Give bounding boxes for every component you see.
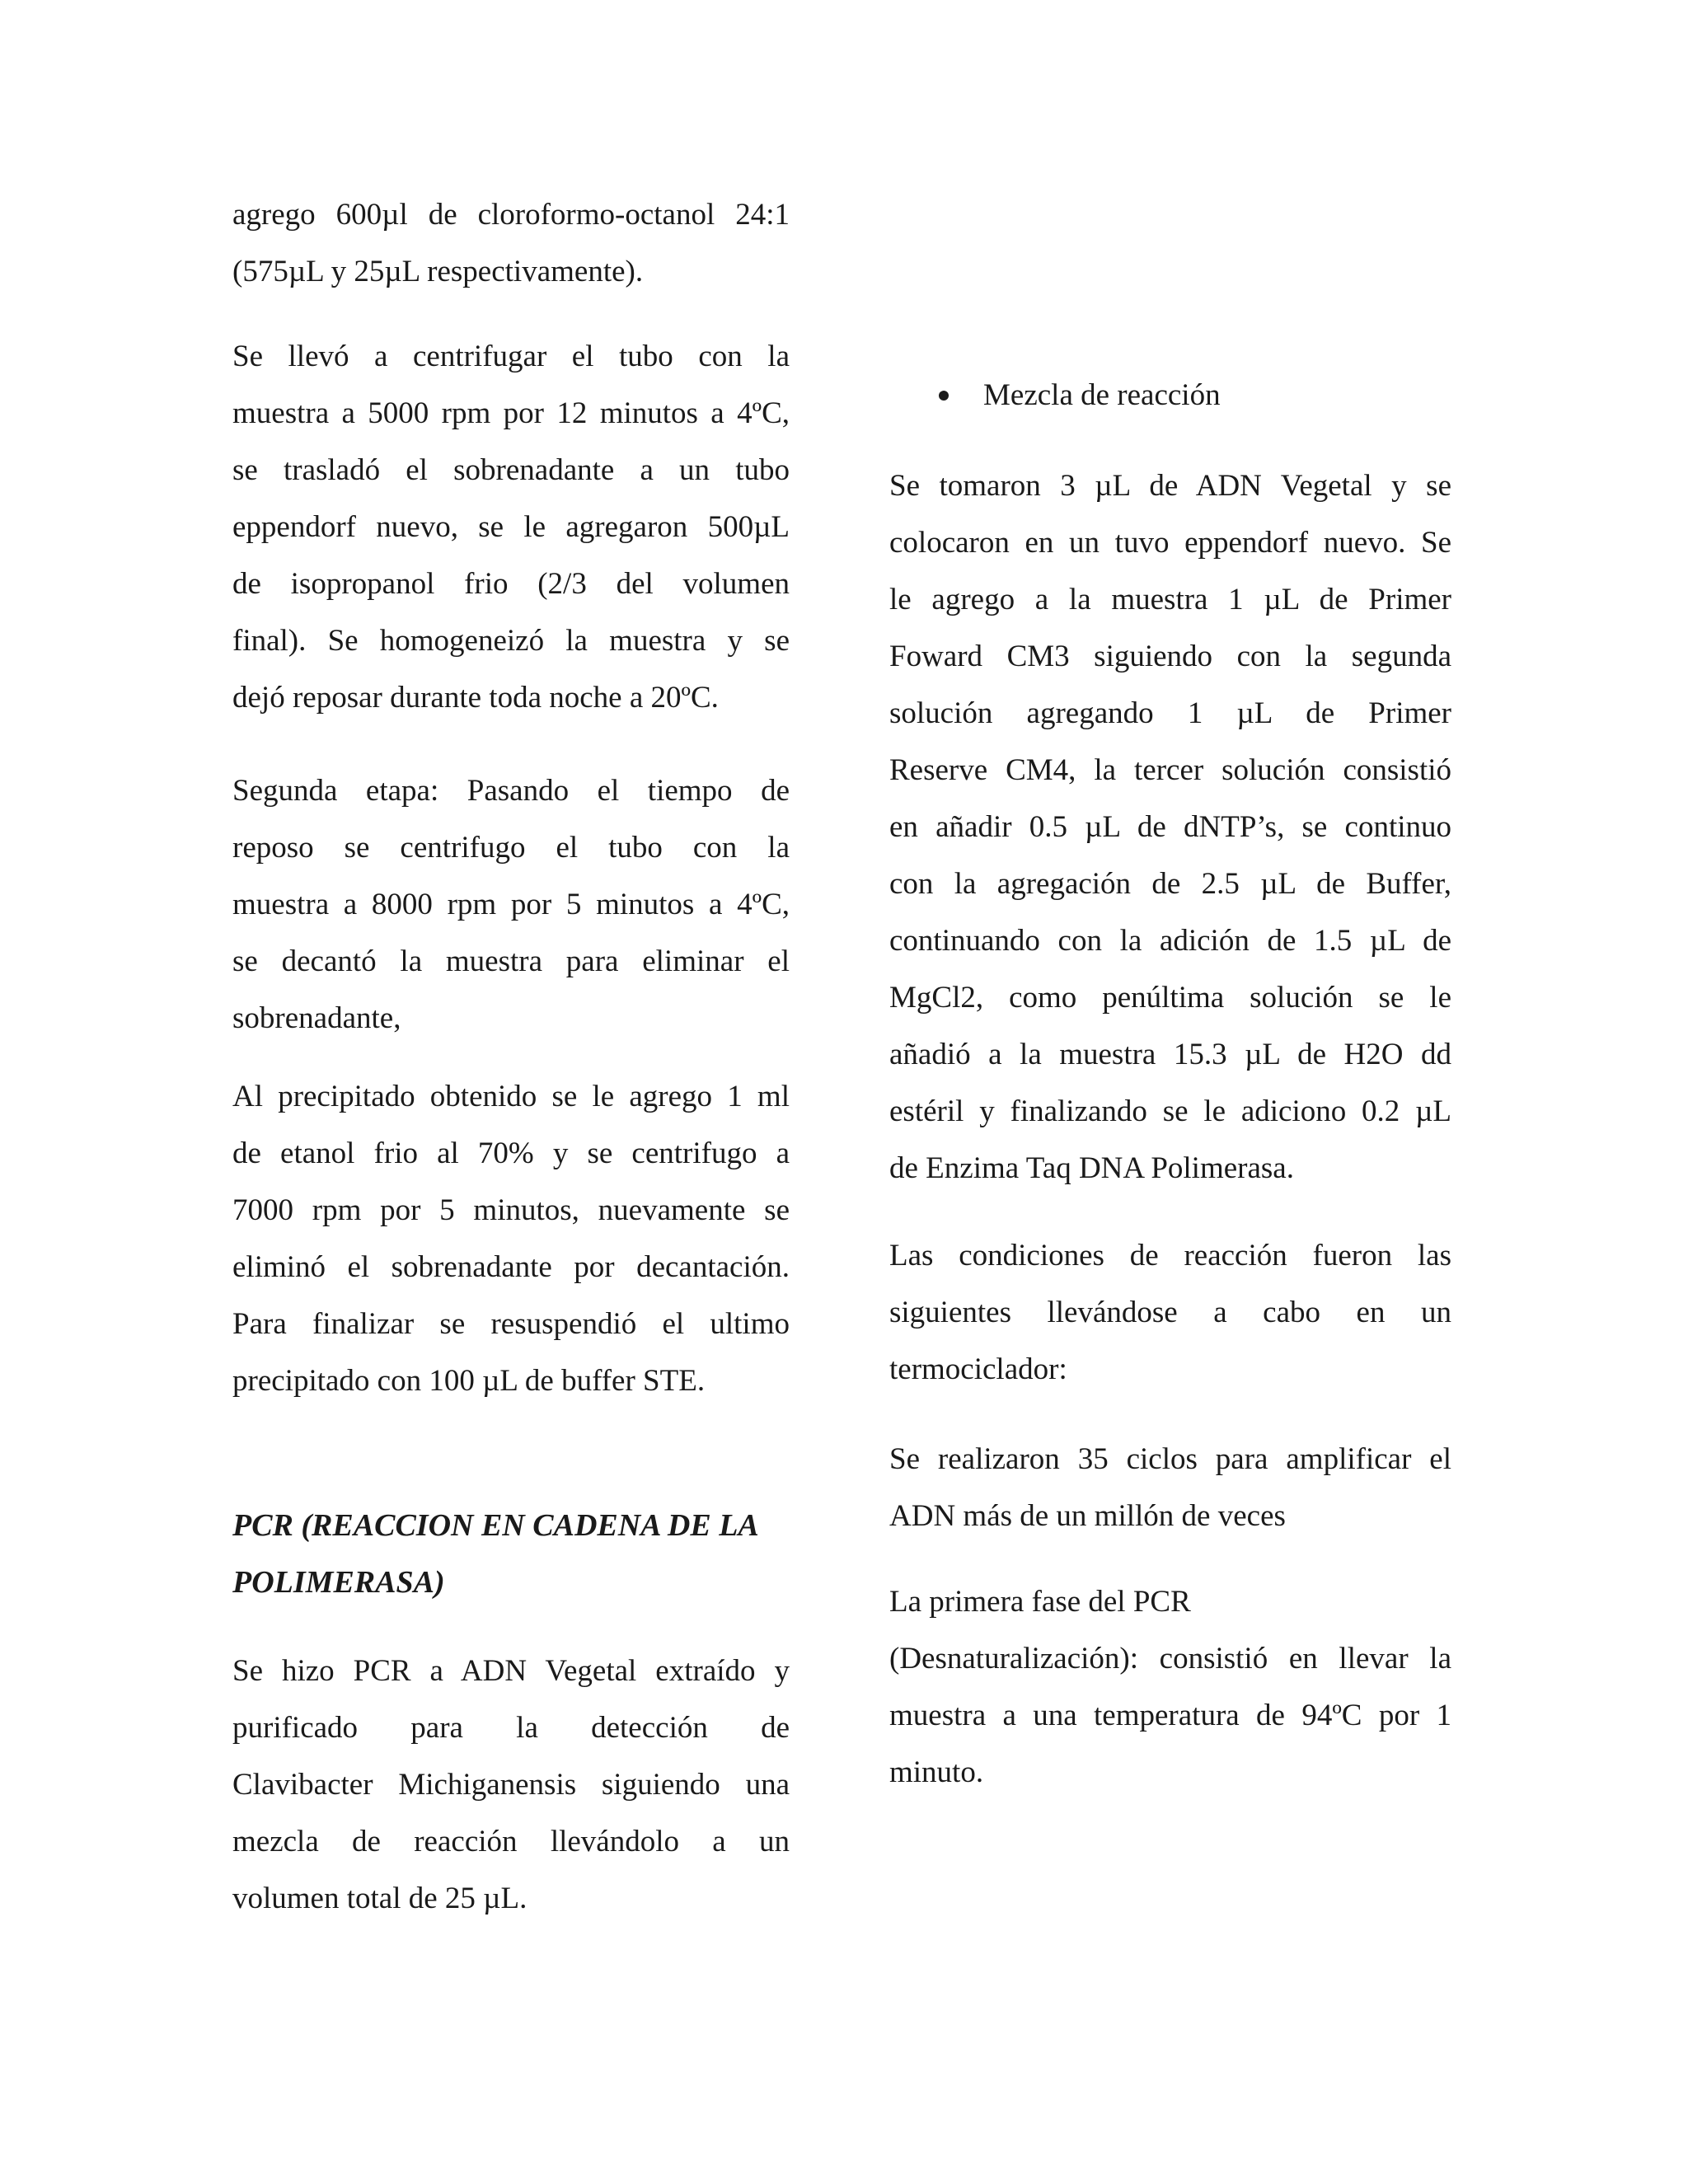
heading-line: POLIMERASA) [232,1565,445,1600]
text-line: 7000 rpm por 5 minutos, nuevamente se [232,1193,790,1227]
text-line: se trasladó el sobrenadante a un tubo [232,453,790,487]
paragraph-centrifuge-1 [232,328,790,726]
text-line: La primera fase del PCR [889,1585,1191,1619]
text-line: termociclador: [889,1352,1067,1386]
paragraph-chloroform [232,186,790,300]
text-line: con la agregación de 2.5 µL de Buffer, [889,867,1451,901]
text-line: Foward CM3 siguiendo con la segunda [889,640,1451,673]
paragraph-reaction-conditions [889,1227,1451,1398]
text-line: MgCl2, como penúltima solución se le [889,981,1451,1015]
text-line: solución agregando 1 µL de Primer [889,696,1451,730]
text-line: colocaron en un tuvo eppendorf nuevo. Se [889,526,1451,560]
text-line: se decantó la muestra para eliminar el [232,944,790,978]
text-line: de Enzima Taq DNA Polimerasa. [889,1151,1294,1185]
text-line: Las condiciones de reacción fueron las [889,1239,1451,1272]
text-line: Segunda etapa: Pasando el tiempo de [232,774,790,808]
text-line: siguientes llevándose a cabo en un [889,1296,1451,1329]
paragraph-second-stage [232,762,790,1047]
text-line: muestra a una temperatura de 94ºC por 1 [889,1699,1451,1732]
text-line: agrego 600µl de cloroformo-octanol 24:1 [232,198,790,232]
text-line: purificado para la detección de [232,1711,790,1745]
text-line: le agrego a la muestra 1 µL de Primer [889,583,1451,616]
text-line: Se tomaron 3 µL de ADN Vegetal y se [889,469,1451,503]
paragraph-pcr-intro [232,1643,790,1927]
heading-line: PCR (REACCION EN CADENA DE LA [232,1508,759,1543]
paragraph-precipitate [232,1068,790,1409]
text-line: mezcla de reacción llevándolo a un [232,1825,790,1858]
text-line: añadió a la muestra 15.3 µL de H2O dd [889,1038,1451,1071]
text-line: ADN más de un millón de veces [889,1499,1286,1533]
text-line: Reserve CM4, la tercer solución consistió [889,753,1451,787]
text-line: en añadir 0.5 µL de dNTP’s, se continuo [889,810,1451,844]
text-line: de isopropanol frio (2/3 del volumen [232,567,790,601]
text-line: muestra a 8000 rpm por 5 minutos a 4ºC, [232,888,790,921]
text-line: (575µL y 25µL respectivamente). [232,255,644,288]
text-line: precipitado con 100 µL de buffer STE. [232,1364,706,1398]
text-line: sobrenadante, [232,1001,401,1035]
text-line: Para finalizar se resuspendió el ultimo [232,1307,790,1341]
text-line: (Desnaturalización): consistió en llevar la [889,1642,1451,1675]
text-line: final). Se homogeneizó la muestra y se [232,624,790,658]
text-line: Se hizo PCR a ADN Vegetal extraído y [232,1654,790,1688]
text-line: Se realizaron 35 ciclos para amplificar el [889,1442,1451,1476]
text-line: continuando con la adición de 1.5 µL de [889,924,1451,958]
paragraph-denaturation [889,1573,1451,1801]
text-line: eliminó el sobrenadante por decantación. [232,1250,790,1284]
bullet-item [939,367,1221,424]
text-line: Al precipitado obtenido se le agrego 1 ml [232,1080,790,1113]
text-line: volumen total de 25 µL. [232,1882,528,1915]
text-line: estéril y finalizando se le adiciono 0.2 µL [889,1094,1451,1128]
paragraph-cycles [889,1431,1451,1544]
text-line: reposo se centrifugo el tubo con la [232,831,790,865]
text-line: de etanol frio al 70% y se centrifugo a [232,1137,790,1170]
paragraph-reaction-mix [889,457,1451,1197]
text-line: Clavibacter Michiganensis siguiendo una [232,1768,790,1802]
bullet-label: Mezcla de reacción [983,378,1221,412]
section-heading-pcr [232,1497,790,1611]
bullet-icon [939,391,949,401]
text-line: minuto. [889,1755,984,1789]
text-line: eppendorf nuevo, se le agregaron 500µL [232,510,790,544]
text-line: muestra a 5000 rpm por 12 minutos a 4ºC, [232,396,790,430]
text-line: Se llevó a centrifugar el tubo con la [232,340,790,373]
text-line: dejó reposar durante toda noche a 20ºC. [232,681,719,715]
